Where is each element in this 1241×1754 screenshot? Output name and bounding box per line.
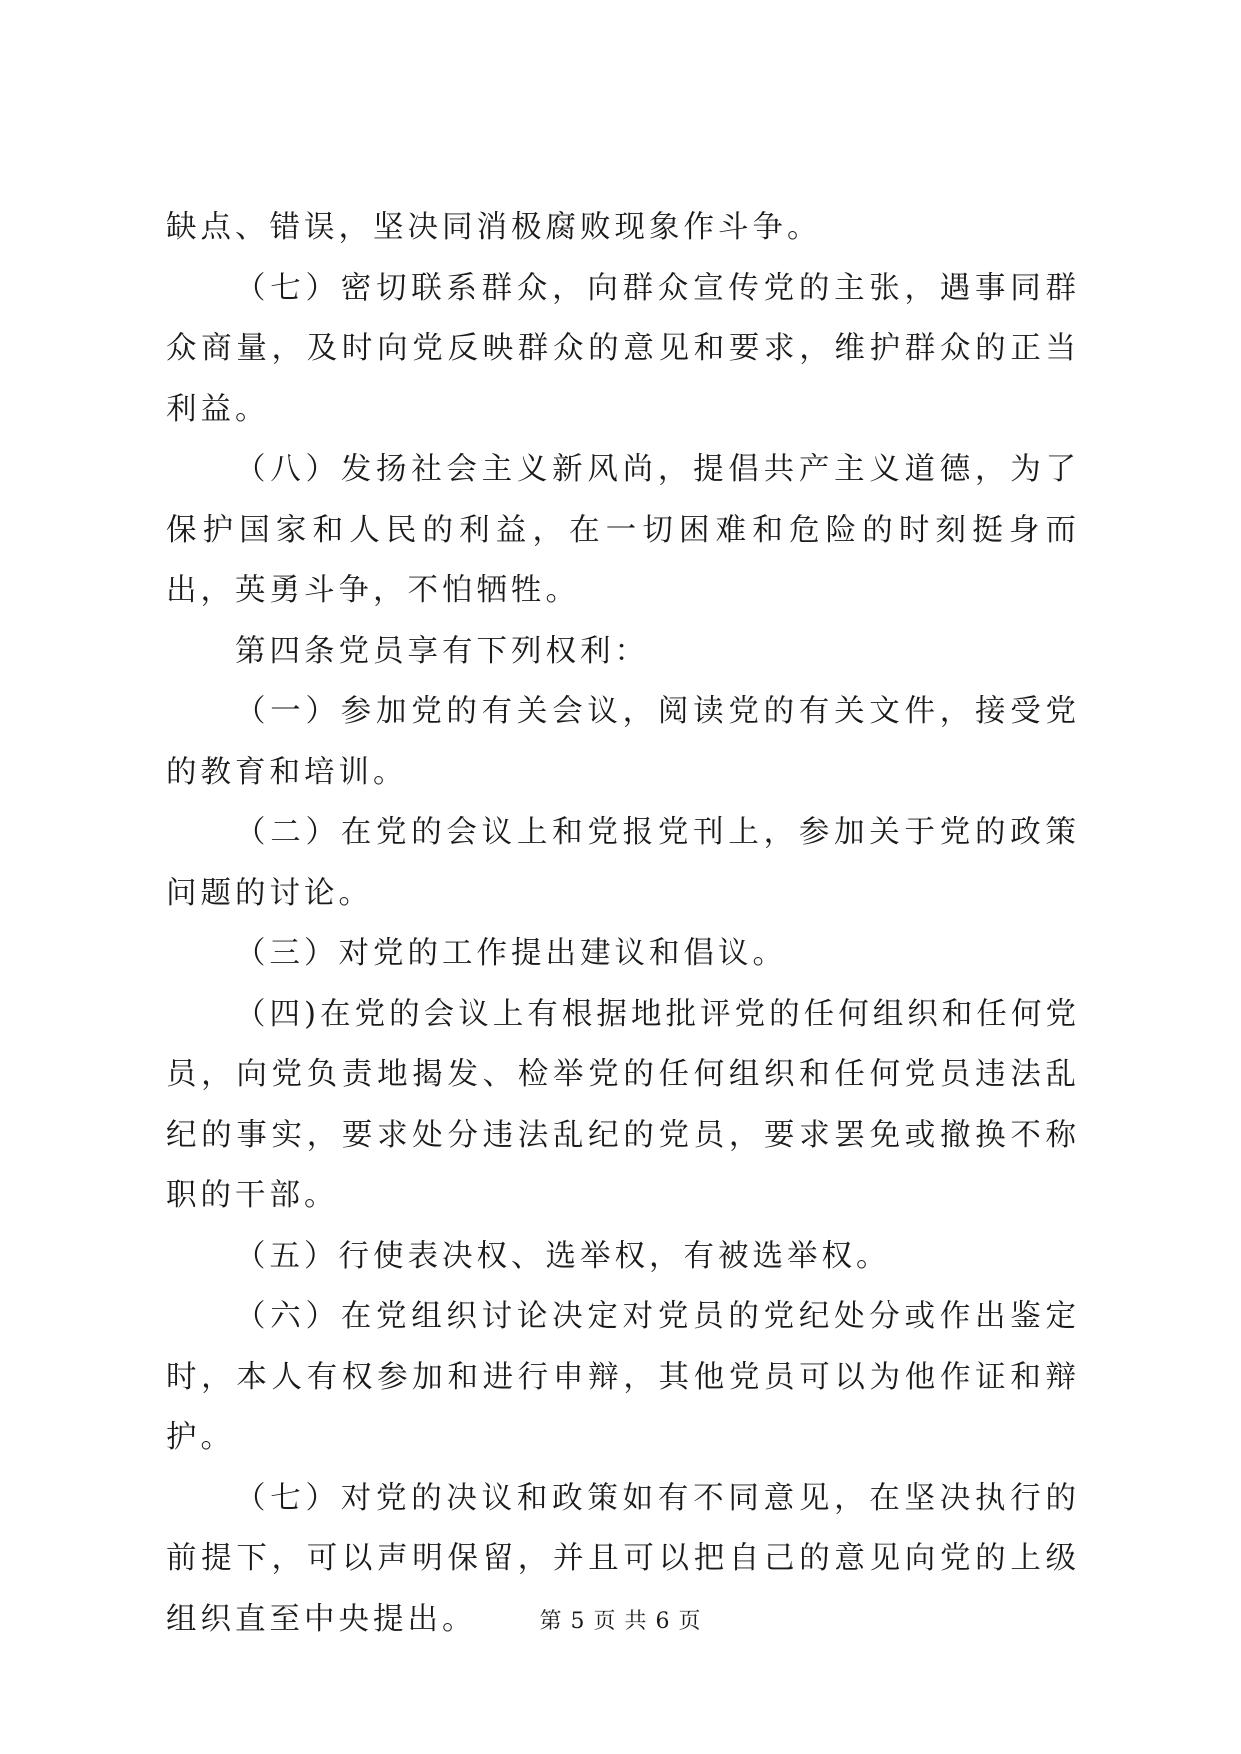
paragraph-7: （四)在党的会议上有根据地批评党的任何组织和任何党员，向党负责地揭发、检举党的任何组织和任何党员违法乱纪的事实，要求处分违法乱纪的党员，要求罢免或撤换不称职的干部。 bbox=[166, 996, 1080, 1213]
page-number-footer: 第 5 页 共 6 页 bbox=[539, 1609, 702, 1634]
paragraph-1: （七）密切联系群众，向群众宣传党的主张，遇事同群众商量，及时向党反映群众的意见和要求，维护群众的正当利益。 bbox=[166, 270, 1080, 427]
paragraph-5: （二）在党的会议上和党报党刊上，参加关于党的政策问题的讨论。 bbox=[166, 815, 1080, 911]
paragraph-4: （一）参加党的有关会议，阅读党的有关文件，接受党的教育和培训。 bbox=[166, 694, 1080, 790]
document-body bbox=[166, 198, 1080, 1650]
paragraph-8: （五）行使表决权、选举权，有被选举权。 bbox=[235, 1238, 891, 1274]
paragraph-9: （六）在党组织讨论决定对党员的党纪处分或作出鉴定时，本人有权参加和进行申辩，其他党员可以为他作证和辩护。 bbox=[166, 1299, 1080, 1455]
paragraph-0: 缺点、错误，坚决同消极腐败现象作斗争。 bbox=[166, 210, 822, 245]
paragraph-3: 第四条党员享有下列权利： bbox=[235, 633, 649, 669]
paragraph-10: （七）对党的决议和政策如有不同意见，在坚决执行的前提下，可以声明保留，并且可以把自己的意见向党的上级组织直至中央提出。 bbox=[166, 1480, 1080, 1637]
paragraph-2: （八）发扬社会主义新风尚，提倡共产主义道德，为了保护国家和人民的利益，在一切困难和危险的时刻挺身而出，英勇斗争，不怕牺牲。 bbox=[166, 452, 1080, 608]
paragraph-6: （三）对党的工作提出建议和倡议。 bbox=[235, 936, 787, 971]
